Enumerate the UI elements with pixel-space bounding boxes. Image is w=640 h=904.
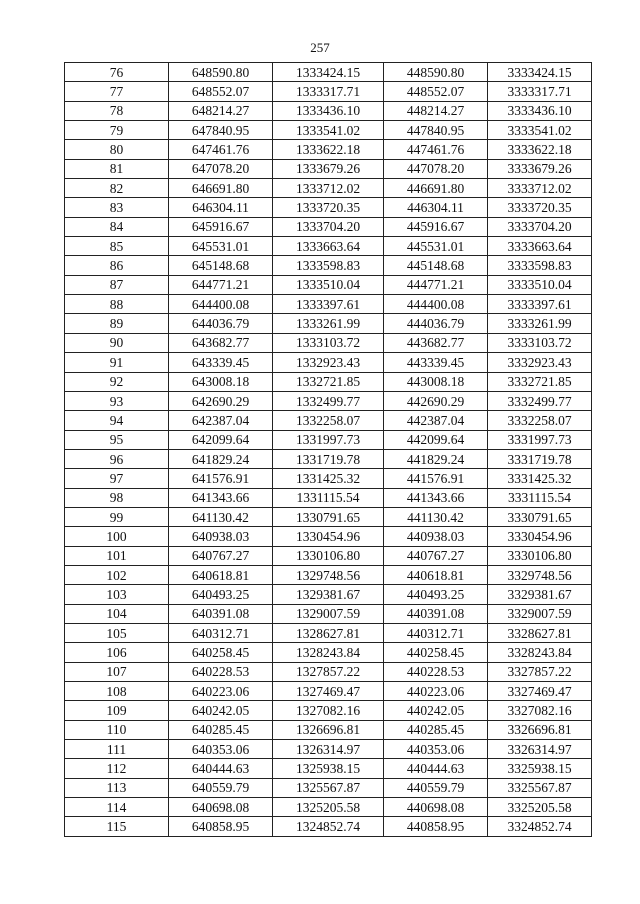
y-coordinate-cell: 1331997.73 <box>273 430 384 449</box>
x-local-cell: 441829.24 <box>384 449 488 468</box>
table-row <box>65 430 592 449</box>
point-number-cell: 106 <box>65 643 169 662</box>
x-coordinate-cell: 643682.77 <box>169 333 273 352</box>
point-number-cell: 103 <box>65 585 169 604</box>
y-local-cell: 3331425.32 <box>488 469 592 488</box>
point-number-cell: 113 <box>65 778 169 797</box>
y-coordinate-cell: 1333436.10 <box>273 101 384 120</box>
x-coordinate-cell: 648552.07 <box>169 82 273 101</box>
x-coordinate-cell: 640391.08 <box>169 604 273 623</box>
x-coordinate-cell: 640242.05 <box>169 701 273 720</box>
y-coordinate-cell: 1333510.04 <box>273 275 384 294</box>
table-row <box>65 623 592 642</box>
y-local-cell: 3328627.81 <box>488 623 592 642</box>
x-local-cell: 445531.01 <box>384 237 488 256</box>
table-row <box>65 121 592 140</box>
table-row <box>65 662 592 681</box>
x-local-cell: 440242.05 <box>384 701 488 720</box>
y-local-cell: 3330106.80 <box>488 546 592 565</box>
x-coordinate-cell: 648590.80 <box>169 63 273 82</box>
y-local-cell: 3327857.22 <box>488 662 592 681</box>
y-local-cell: 3333103.72 <box>488 333 592 352</box>
x-local-cell: 443339.45 <box>384 353 488 372</box>
y-local-cell: 3325938.15 <box>488 759 592 778</box>
point-number-cell: 89 <box>65 314 169 333</box>
x-local-cell: 440767.27 <box>384 546 488 565</box>
x-coordinate-cell: 647840.95 <box>169 121 273 140</box>
table-row <box>65 411 592 430</box>
y-local-cell: 3332499.77 <box>488 391 592 410</box>
y-coordinate-cell: 1331719.78 <box>273 449 384 468</box>
table-row <box>65 546 592 565</box>
coordinates-table <box>64 62 592 837</box>
x-local-cell: 440493.25 <box>384 585 488 604</box>
x-coordinate-cell: 644400.08 <box>169 295 273 314</box>
point-number-cell: 80 <box>65 140 169 159</box>
point-number-cell: 85 <box>65 237 169 256</box>
x-local-cell: 440353.06 <box>384 740 488 759</box>
x-coordinate-cell: 644771.21 <box>169 275 273 294</box>
table-row <box>65 778 592 797</box>
x-coordinate-cell: 642099.64 <box>169 430 273 449</box>
y-local-cell: 3333704.20 <box>488 217 592 236</box>
y-local-cell: 3333712.02 <box>488 179 592 198</box>
x-local-cell: 447840.95 <box>384 121 488 140</box>
table-row <box>65 198 592 217</box>
x-coordinate-cell: 640258.45 <box>169 643 273 662</box>
y-coordinate-cell: 1327857.22 <box>273 662 384 681</box>
y-coordinate-cell: 1333541.02 <box>273 121 384 140</box>
x-coordinate-cell: 640353.06 <box>169 740 273 759</box>
table-row <box>65 391 592 410</box>
x-local-cell: 442690.29 <box>384 391 488 410</box>
x-coordinate-cell: 642387.04 <box>169 411 273 430</box>
point-number-cell: 87 <box>65 275 169 294</box>
y-coordinate-cell: 1333679.26 <box>273 159 384 178</box>
table-row <box>65 585 592 604</box>
y-local-cell: 3327469.47 <box>488 682 592 701</box>
y-local-cell: 3333424.15 <box>488 63 592 82</box>
y-coordinate-cell: 1330454.96 <box>273 527 384 546</box>
y-coordinate-cell: 1330106.80 <box>273 546 384 565</box>
x-local-cell: 448214.27 <box>384 101 488 120</box>
x-local-cell: 445916.67 <box>384 217 488 236</box>
y-coordinate-cell: 1333103.72 <box>273 333 384 352</box>
x-coordinate-cell: 645531.01 <box>169 237 273 256</box>
point-number-cell: 91 <box>65 353 169 372</box>
y-local-cell: 3333261.99 <box>488 314 592 333</box>
point-number-cell: 110 <box>65 720 169 739</box>
y-local-cell: 3333510.04 <box>488 275 592 294</box>
y-local-cell: 3331997.73 <box>488 430 592 449</box>
y-local-cell: 3332258.07 <box>488 411 592 430</box>
x-local-cell: 444771.21 <box>384 275 488 294</box>
x-coordinate-cell: 640559.79 <box>169 778 273 797</box>
x-coordinate-cell: 640223.06 <box>169 682 273 701</box>
point-number-cell: 88 <box>65 295 169 314</box>
point-number-cell: 115 <box>65 817 169 836</box>
point-number-cell: 104 <box>65 604 169 623</box>
x-local-cell: 448552.07 <box>384 82 488 101</box>
x-local-cell: 441130.42 <box>384 507 488 526</box>
y-coordinate-cell: 1332499.77 <box>273 391 384 410</box>
y-coordinate-cell: 1333622.18 <box>273 140 384 159</box>
x-coordinate-cell: 647461.76 <box>169 140 273 159</box>
y-coordinate-cell: 1331115.54 <box>273 488 384 507</box>
point-number-cell: 109 <box>65 701 169 720</box>
point-number-cell: 102 <box>65 565 169 584</box>
table-row <box>65 507 592 526</box>
y-coordinate-cell: 1333663.64 <box>273 237 384 256</box>
table-row <box>65 179 592 198</box>
x-local-cell: 446691.80 <box>384 179 488 198</box>
point-number-cell: 78 <box>65 101 169 120</box>
point-number-cell: 99 <box>65 507 169 526</box>
table-row <box>65 643 592 662</box>
y-coordinate-cell: 1329748.56 <box>273 565 384 584</box>
table-row <box>65 217 592 236</box>
point-number-cell: 112 <box>65 759 169 778</box>
x-coordinate-cell: 640858.95 <box>169 817 273 836</box>
y-local-cell: 3325205.58 <box>488 798 592 817</box>
y-local-cell: 3326696.81 <box>488 720 592 739</box>
point-number-cell: 101 <box>65 546 169 565</box>
x-coordinate-cell: 645148.68 <box>169 256 273 275</box>
table-row <box>65 701 592 720</box>
x-coordinate-cell: 640444.63 <box>169 759 273 778</box>
table-row <box>65 140 592 159</box>
x-coordinate-cell: 640938.03 <box>169 527 273 546</box>
point-number-cell: 105 <box>65 623 169 642</box>
x-coordinate-cell: 641576.91 <box>169 469 273 488</box>
point-number-cell: 90 <box>65 333 169 352</box>
x-coordinate-cell: 646691.80 <box>169 179 273 198</box>
y-coordinate-cell: 1333720.35 <box>273 198 384 217</box>
y-local-cell: 3328243.84 <box>488 643 592 662</box>
x-local-cell: 440559.79 <box>384 778 488 797</box>
x-local-cell: 443008.18 <box>384 372 488 391</box>
table-row <box>65 682 592 701</box>
point-number-cell: 95 <box>65 430 169 449</box>
x-coordinate-cell: 641130.42 <box>169 507 273 526</box>
x-local-cell: 440618.81 <box>384 565 488 584</box>
x-local-cell: 443682.77 <box>384 333 488 352</box>
point-number-cell: 79 <box>65 121 169 140</box>
x-local-cell: 447078.20 <box>384 159 488 178</box>
y-local-cell: 3330454.96 <box>488 527 592 546</box>
x-local-cell: 441343.66 <box>384 488 488 507</box>
table-row <box>65 159 592 178</box>
table-row <box>65 333 592 352</box>
coordinates-table-body <box>65 63 592 837</box>
x-local-cell: 440444.63 <box>384 759 488 778</box>
y-local-cell: 3333397.61 <box>488 295 592 314</box>
table-row <box>65 469 592 488</box>
y-coordinate-cell: 1327469.47 <box>273 682 384 701</box>
y-local-cell: 3329748.56 <box>488 565 592 584</box>
y-coordinate-cell: 1333397.61 <box>273 295 384 314</box>
table-row <box>65 353 592 372</box>
point-number-cell: 84 <box>65 217 169 236</box>
y-coordinate-cell: 1329381.67 <box>273 585 384 604</box>
y-local-cell: 3330791.65 <box>488 507 592 526</box>
y-local-cell: 3331115.54 <box>488 488 592 507</box>
point-number-cell: 97 <box>65 469 169 488</box>
table-row <box>65 449 592 468</box>
table-row <box>65 256 592 275</box>
x-local-cell: 440698.08 <box>384 798 488 817</box>
table-row <box>65 275 592 294</box>
y-coordinate-cell: 1325567.87 <box>273 778 384 797</box>
y-local-cell: 3333720.35 <box>488 198 592 217</box>
point-number-cell: 114 <box>65 798 169 817</box>
y-coordinate-cell: 1333598.83 <box>273 256 384 275</box>
point-number-cell: 83 <box>65 198 169 217</box>
y-coordinate-cell: 1325205.58 <box>273 798 384 817</box>
y-coordinate-cell: 1327082.16 <box>273 701 384 720</box>
x-coordinate-cell: 640285.45 <box>169 720 273 739</box>
point-number-cell: 82 <box>65 179 169 198</box>
table-row <box>65 565 592 584</box>
x-coordinate-cell: 641829.24 <box>169 449 273 468</box>
x-local-cell: 448590.80 <box>384 63 488 82</box>
y-local-cell: 3324852.74 <box>488 817 592 836</box>
table-row <box>65 82 592 101</box>
point-number-cell: 94 <box>65 411 169 430</box>
table-row <box>65 720 592 739</box>
x-coordinate-cell: 644036.79 <box>169 314 273 333</box>
y-coordinate-cell: 1333712.02 <box>273 179 384 198</box>
table-row <box>65 237 592 256</box>
x-local-cell: 441576.91 <box>384 469 488 488</box>
table-row <box>65 101 592 120</box>
y-local-cell: 3333317.71 <box>488 82 592 101</box>
x-coordinate-cell: 640228.53 <box>169 662 273 681</box>
y-coordinate-cell: 1333704.20 <box>273 217 384 236</box>
table-row <box>65 604 592 623</box>
y-coordinate-cell: 1331425.32 <box>273 469 384 488</box>
table-row <box>65 372 592 391</box>
y-coordinate-cell: 1333424.15 <box>273 63 384 82</box>
x-local-cell: 440391.08 <box>384 604 488 623</box>
x-coordinate-cell: 646304.11 <box>169 198 273 217</box>
table-row <box>65 488 592 507</box>
x-coordinate-cell: 643339.45 <box>169 353 273 372</box>
y-local-cell: 3333663.64 <box>488 237 592 256</box>
y-coordinate-cell: 1328243.84 <box>273 643 384 662</box>
x-coordinate-cell: 640767.27 <box>169 546 273 565</box>
y-local-cell: 3331719.78 <box>488 449 592 468</box>
y-local-cell: 3333541.02 <box>488 121 592 140</box>
y-local-cell: 3332721.85 <box>488 372 592 391</box>
x-coordinate-cell: 642690.29 <box>169 391 273 410</box>
x-coordinate-cell: 640618.81 <box>169 565 273 584</box>
x-coordinate-cell: 640698.08 <box>169 798 273 817</box>
point-number-cell: 100 <box>65 527 169 546</box>
y-local-cell: 3326314.97 <box>488 740 592 759</box>
x-local-cell: 440223.06 <box>384 682 488 701</box>
point-number-cell: 86 <box>65 256 169 275</box>
y-coordinate-cell: 1325938.15 <box>273 759 384 778</box>
y-local-cell: 3329007.59 <box>488 604 592 623</box>
table-row <box>65 759 592 778</box>
y-coordinate-cell: 1326696.81 <box>273 720 384 739</box>
y-coordinate-cell: 1332258.07 <box>273 411 384 430</box>
x-coordinate-cell: 640312.71 <box>169 623 273 642</box>
x-local-cell: 440858.95 <box>384 817 488 836</box>
point-number-cell: 93 <box>65 391 169 410</box>
x-local-cell: 446304.11 <box>384 198 488 217</box>
page-number: 257 <box>310 40 330 55</box>
x-coordinate-cell: 641343.66 <box>169 488 273 507</box>
table-row <box>65 740 592 759</box>
y-coordinate-cell: 1330791.65 <box>273 507 384 526</box>
x-coordinate-cell: 645916.67 <box>169 217 273 236</box>
y-coordinate-cell: 1329007.59 <box>273 604 384 623</box>
y-coordinate-cell: 1332923.43 <box>273 353 384 372</box>
point-number-cell: 81 <box>65 159 169 178</box>
point-number-cell: 96 <box>65 449 169 468</box>
y-local-cell: 3333436.10 <box>488 101 592 120</box>
x-local-cell: 445148.68 <box>384 256 488 275</box>
x-local-cell: 440938.03 <box>384 527 488 546</box>
x-coordinate-cell: 647078.20 <box>169 159 273 178</box>
y-coordinate-cell: 1333261.99 <box>273 314 384 333</box>
table-row <box>65 798 592 817</box>
x-local-cell: 442099.64 <box>384 430 488 449</box>
point-number-cell: 108 <box>65 682 169 701</box>
y-local-cell: 3327082.16 <box>488 701 592 720</box>
y-local-cell: 3325567.87 <box>488 778 592 797</box>
y-coordinate-cell: 1324852.74 <box>273 817 384 836</box>
y-local-cell: 3333598.83 <box>488 256 592 275</box>
y-local-cell: 3333622.18 <box>488 140 592 159</box>
point-number-cell: 111 <box>65 740 169 759</box>
y-local-cell: 3333679.26 <box>488 159 592 178</box>
x-local-cell: 440312.71 <box>384 623 488 642</box>
x-coordinate-cell: 643008.18 <box>169 372 273 391</box>
x-local-cell: 444036.79 <box>384 314 488 333</box>
x-local-cell: 440285.45 <box>384 720 488 739</box>
x-local-cell: 440228.53 <box>384 662 488 681</box>
y-coordinate-cell: 1328627.81 <box>273 623 384 642</box>
point-number-cell: 76 <box>65 63 169 82</box>
y-coordinate-cell: 1332721.85 <box>273 372 384 391</box>
point-number-cell: 77 <box>65 82 169 101</box>
table-row <box>65 817 592 836</box>
x-coordinate-cell: 648214.27 <box>169 101 273 120</box>
x-local-cell: 442387.04 <box>384 411 488 430</box>
table-row <box>65 527 592 546</box>
point-number-cell: 107 <box>65 662 169 681</box>
x-local-cell: 440258.45 <box>384 643 488 662</box>
x-local-cell: 447461.76 <box>384 140 488 159</box>
x-local-cell: 444400.08 <box>384 295 488 314</box>
y-coordinate-cell: 1333317.71 <box>273 82 384 101</box>
x-coordinate-cell: 640493.25 <box>169 585 273 604</box>
point-number-cell: 98 <box>65 488 169 507</box>
y-local-cell: 3332923.43 <box>488 353 592 372</box>
table-row <box>65 314 592 333</box>
y-coordinate-cell: 1326314.97 <box>273 740 384 759</box>
table-row <box>65 295 592 314</box>
y-local-cell: 3329381.67 <box>488 585 592 604</box>
point-number-cell: 92 <box>65 372 169 391</box>
table-row <box>65 63 592 82</box>
